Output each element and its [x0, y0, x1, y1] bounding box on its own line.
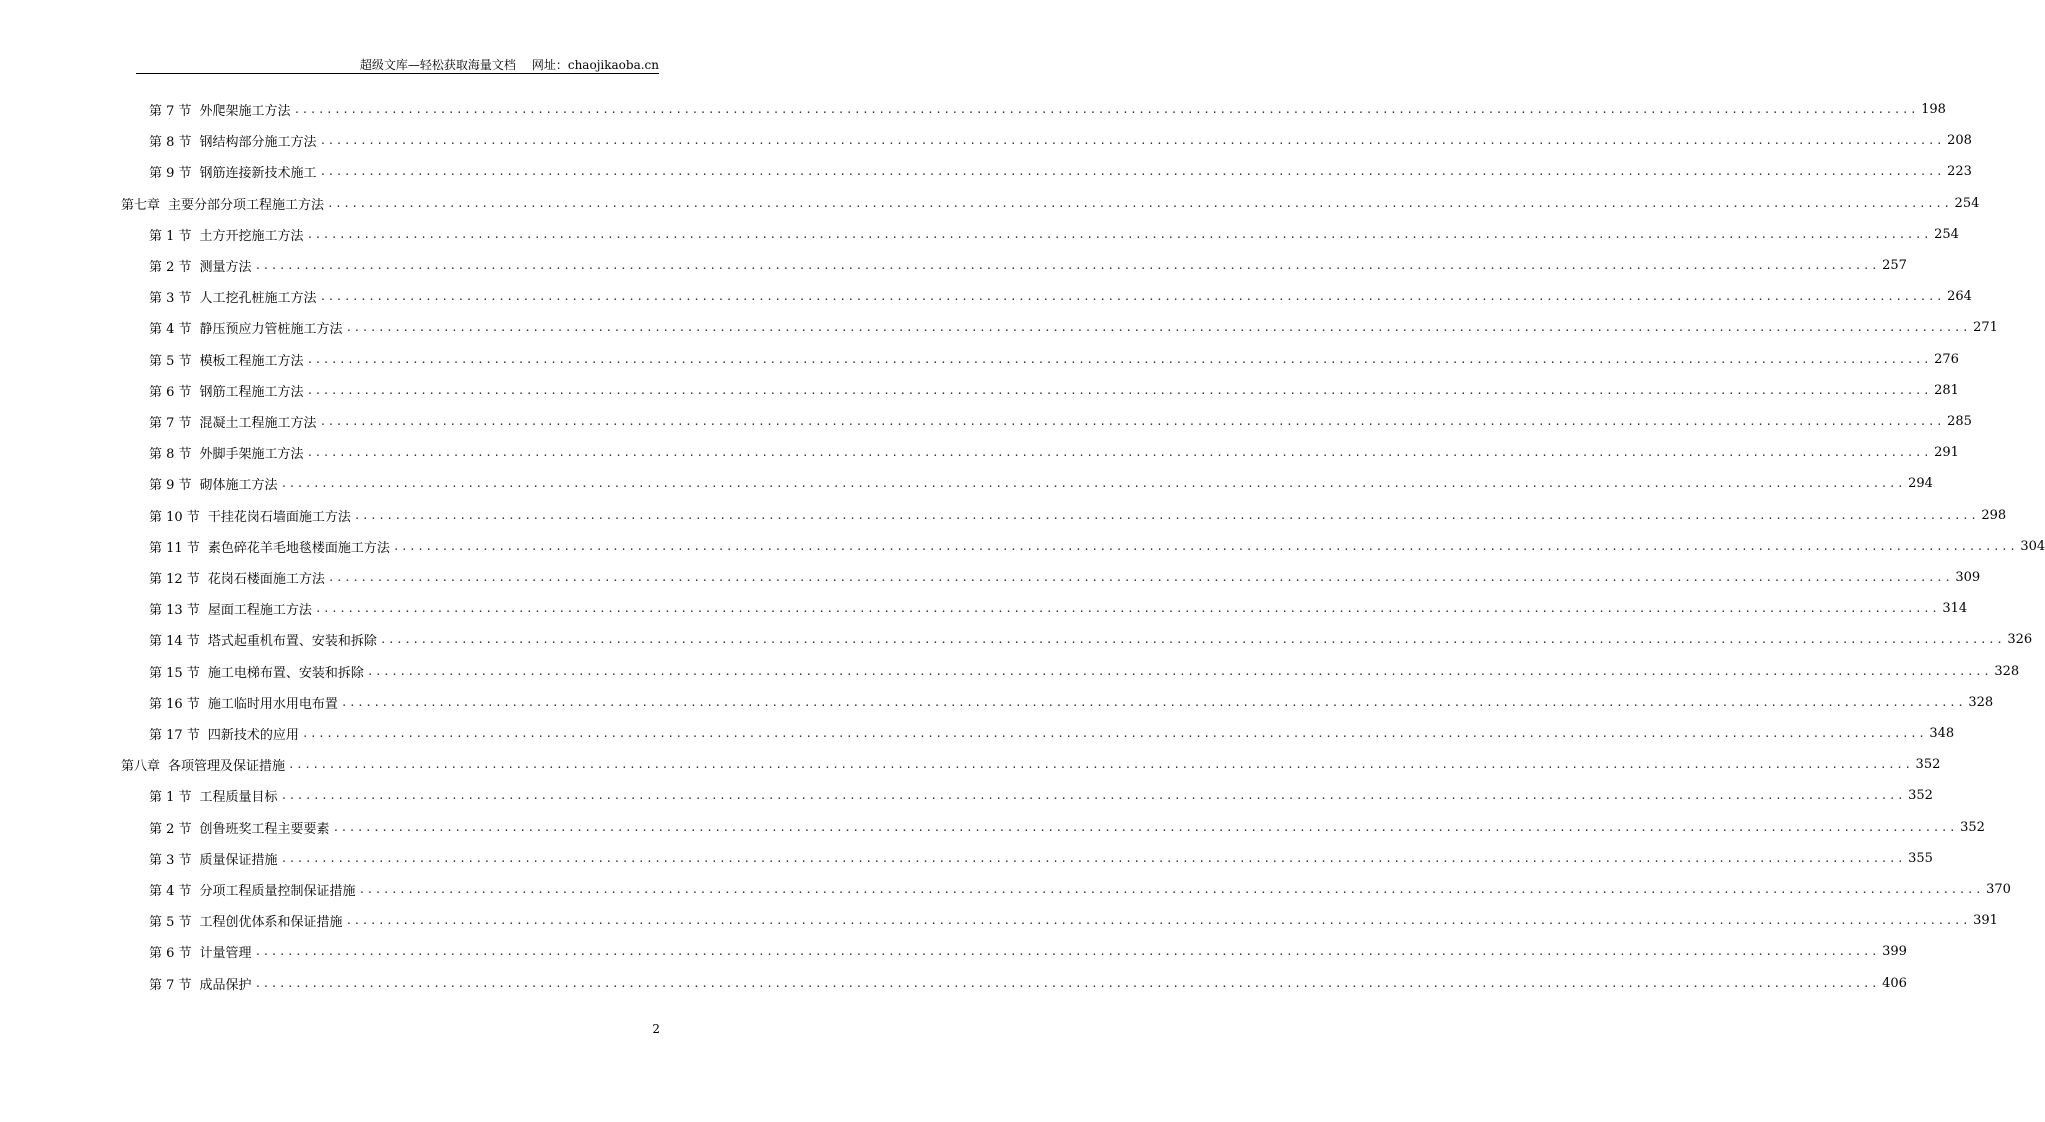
- toc-dot-leader: ........................................................................................................................................................................................................: [353, 508, 1979, 522]
- toc-chapter-entry[interactable]: [121, 188, 1980, 219]
- toc-entry-number: 第 7 节: [149, 416, 192, 431]
- toc-entry-label: [149, 880, 356, 899]
- toc-entry-label: [149, 443, 304, 462]
- toc-entry-title: 混凝土工程施工方法: [199, 416, 317, 431]
- toc-entry-title: 工程创优体系和保证措施: [199, 915, 343, 931]
- toc-entry-page: 352: [1915, 757, 1941, 773]
- toc-section-entry[interactable]: [149, 125, 1972, 156]
- toc-dot-leader: ........................................................................................................................................................................................................: [319, 134, 1945, 148]
- toc-section-entry[interactable]: [149, 656, 2020, 687]
- toc-dot-leader: ........................................................................................................................................................................................................: [306, 446, 1932, 460]
- toc-entry-number: 第 11 节: [149, 540, 200, 556]
- toc-entry-page: 254: [1954, 195, 1980, 211]
- toc-entry-page: 304: [2020, 538, 2045, 554]
- toc-entry-number: 第七章: [121, 197, 161, 213]
- toc-entry-page: 348: [1929, 726, 1955, 741]
- toc-section-entry[interactable]: [149, 437, 1959, 468]
- toc-section-entry[interactable]: [149, 344, 1959, 375]
- toc-entry-label: [149, 162, 317, 181]
- toc-entry-title: 模板工程施工方法: [199, 353, 304, 369]
- toc-entry-number: 第 9 节: [149, 166, 192, 182]
- toc-entry-title: 静压预应力管桩施工方法: [199, 322, 343, 338]
- toc-section-entry[interactable]: [149, 936, 1907, 967]
- toc-dot-leader: ........................................................................................................................................................................................................: [319, 415, 1945, 428]
- header-title: 超级文库—轻松获取海量文档: [359, 58, 516, 72]
- toc-chapter-entry[interactable]: [121, 749, 1941, 780]
- toc-entry-page: 276: [1934, 351, 1959, 367]
- toc-entry-label: [149, 630, 377, 649]
- toc-entry-page: 352: [1908, 788, 1933, 804]
- toc-section-entry[interactable]: [149, 780, 1933, 811]
- toc-entry-label: [149, 537, 390, 556]
- toc-entry-title: 人工挖孔桩施工方法: [199, 291, 317, 307]
- toc-entry-page: 271: [1973, 320, 1998, 336]
- toc-entry-label: [149, 506, 351, 525]
- toc-entry-label: [149, 568, 325, 587]
- toc-entry-label: [149, 287, 317, 306]
- toc-entry-number: 第八章: [121, 759, 161, 775]
- toc-entry-number: 第 12 节: [149, 572, 200, 587]
- toc-section-entry[interactable]: [149, 312, 1998, 343]
- toc-section-entry[interactable]: [149, 905, 1998, 936]
- toc-entry-number: 第 3 节: [149, 852, 192, 868]
- toc-entry-number: 第 14 节: [149, 634, 200, 650]
- toc-section-entry[interactable]: [149, 406, 1972, 437]
- toc-section-entry[interactable]: [149, 375, 1959, 406]
- toc-dot-leader: ........................................................................................................................................................................................................: [254, 976, 1880, 990]
- toc-section-entry[interactable]: [149, 156, 1972, 187]
- toc-entry-title: 外脚手架施工方法: [199, 447, 304, 463]
- toc-entry-number: 第 10 节: [149, 509, 200, 525]
- toc-entry-label: [149, 225, 304, 244]
- toc-section-entry[interactable]: [149, 843, 1933, 874]
- toc-dot-leader: ........................................................................................................................................................................................................: [280, 477, 1906, 491]
- toc-entry-page: 291: [1934, 445, 1959, 461]
- toc-entry-label: [149, 256, 252, 275]
- toc-entry-number: 第 5 节: [149, 353, 192, 369]
- toc-entry-title: 质量保证措施: [199, 852, 278, 868]
- toc-section-entry[interactable]: [149, 718, 1955, 749]
- toc-dot-leader: ........................................................................................................................................................................................................: [345, 321, 1971, 335]
- toc-entry-label: [149, 724, 299, 743]
- toc-entry-title: 屋面工程施工方法: [207, 603, 312, 619]
- toc-entry-page: 294: [1908, 476, 1933, 492]
- toc-entry-label: [149, 381, 304, 400]
- toc-entry-page: 399: [1882, 944, 1907, 960]
- toc-entry-page: 264: [1947, 289, 1972, 305]
- toc-entry-number: 第 4 节: [149, 884, 192, 899]
- toc-entry-number: 第 15 节: [149, 665, 200, 681]
- toc-dot-leader: ........................................................................................................................................................................................................: [280, 789, 1906, 803]
- toc-entry-page: 328: [1994, 663, 2020, 679]
- toc-entry-label: [149, 849, 278, 868]
- toc-dot-leader: ........................................................................................................................................................................................................: [327, 196, 1952, 210]
- toc-dot-leader: ........................................................................................................................................................................................................: [345, 914, 1971, 928]
- toc-entry-title: 土方开挖施工方法: [199, 228, 304, 244]
- toc-dot-leader: ........................................................................................................................................................................................................: [254, 259, 1880, 272]
- toc-dot-leader: ........................................................................................................................................................................................................: [319, 290, 1945, 304]
- toc-dot-leader: ........................................................................................................................................................................................................: [379, 633, 2005, 647]
- toc-entry-number: 第 6 节: [149, 384, 192, 400]
- toc-entry-label: [149, 318, 343, 337]
- toc-entry-title: 测量方法: [199, 260, 252, 275]
- toc-entry-title: 四新技术的应用: [207, 728, 299, 743]
- toc-dot-leader: ........................................................................................................................................................................................................: [314, 602, 1940, 616]
- toc-dot-leader: ........................................................................................................................................................................................................: [293, 103, 1919, 116]
- toc-entry-title: 计量管理: [199, 946, 252, 962]
- toc-entry-title: 施工临时用水用电布置: [207, 696, 338, 712]
- toc-entry-label: [149, 974, 252, 993]
- toc-entry-title: 工程质量目标: [199, 790, 278, 806]
- toc-entry-title: 分项工程质量控制保证措施: [199, 884, 356, 899]
- toc-dot-leader: ........................................................................................................................................................................................................: [332, 820, 1958, 834]
- toc-entry-title: 钢筋工程施工方法: [199, 384, 304, 400]
- toc-dot-leader: ........................................................................................................................................................................................................: [280, 851, 1906, 865]
- toc-entry-number: 第 2 节: [149, 821, 192, 837]
- toc-entry-label: [121, 755, 285, 774]
- toc-entry-page: 309: [1955, 570, 1981, 585]
- toc-entry-page: 352: [1960, 819, 1985, 835]
- toc-section-entry[interactable]: [149, 219, 1959, 250]
- toc-entry-page: 257: [1882, 258, 1907, 273]
- toc-section-entry[interactable]: [149, 968, 1907, 999]
- toc-entry-title: 干挂花岗石墙面施工方法: [207, 509, 351, 525]
- toc-entry-label: [149, 786, 278, 805]
- toc-section-entry[interactable]: [149, 624, 2033, 655]
- toc-entry-number: 第 8 节: [149, 135, 192, 151]
- toc-dot-leader: ........................................................................................................................................................................................................: [366, 664, 1992, 678]
- toc-dot-leader: ........................................................................................................................................................................................................: [306, 227, 1932, 241]
- toc-entry-label: [149, 474, 278, 493]
- toc-entry-title: 花岗石楼面施工方法: [207, 572, 325, 587]
- toc-entry-label: [149, 818, 330, 837]
- toc-section-entry[interactable]: [149, 468, 1933, 499]
- toc-entry-page: 198: [1921, 102, 1946, 117]
- toc-entry-number: 第 3 节: [149, 291, 192, 307]
- toc-entry-page: 406: [1882, 975, 1907, 991]
- toc-entry-number: 第 13 节: [149, 603, 200, 619]
- toc-entry-page: 391: [1973, 913, 1998, 929]
- header-rule: [136, 73, 659, 74]
- toc-entry-label: [149, 942, 252, 961]
- toc-dot-leader: ........................................................................................................................................................................................................: [301, 727, 1927, 740]
- toc-entry-number: 第 4 节: [149, 322, 192, 338]
- page-header: [136, 55, 659, 75]
- toc-entry-number: 第 5 节: [149, 915, 192, 931]
- toc-dot-leader: ........................................................................................................................................................................................................: [358, 883, 1984, 896]
- toc-entry-page: 326: [2007, 632, 2033, 648]
- toc-entry-label: [149, 100, 291, 119]
- toc-section-entry[interactable]: [149, 94, 1946, 125]
- toc-entry-title: 钢筋连接新技术施工: [199, 166, 317, 182]
- toc-entry-label: [121, 194, 324, 213]
- toc-entry-number: 第 7 节: [149, 977, 192, 993]
- toc-section-entry[interactable]: [149, 250, 1907, 281]
- toc-entry-number: 第 17 节: [149, 728, 200, 743]
- toc-entry-page: 370: [1986, 882, 2011, 897]
- toc-section-entry[interactable]: [149, 562, 1981, 593]
- toc-section-entry[interactable]: [149, 874, 2011, 905]
- toc-entry-title: 外爬架施工方法: [199, 104, 291, 119]
- toc-entry-number: 第 16 节: [149, 696, 200, 712]
- toc-entry-page: 328: [1968, 694, 1994, 710]
- toc-entry-page: 285: [1947, 414, 1972, 429]
- toc-section-entry[interactable]: [149, 500, 2007, 531]
- toc-entry-page: 208: [1947, 133, 1972, 149]
- toc-entry-title: 塔式起重机布置、安装和拆除: [207, 634, 377, 650]
- toc-entry-page: 355: [1908, 850, 1933, 866]
- toc-entry-title: 砌体施工方法: [199, 478, 278, 494]
- toc-entry-title: 创鲁班奖工程主要要素: [199, 821, 330, 837]
- toc-dot-leader: ........................................................................................................................................................................................................: [306, 352, 1932, 366]
- toc-dot-leader: ........................................................................................................................................................................................................: [392, 539, 2018, 553]
- toc-entry-label: [149, 911, 343, 930]
- toc-entry-title: 钢结构部分施工方法: [199, 135, 317, 151]
- toc-section-entry[interactable]: [149, 531, 2045, 562]
- toc-section-entry[interactable]: [149, 593, 1968, 624]
- toc-dot-leader: ........................................................................................................................................................................................................: [319, 165, 1945, 179]
- toc-dot-leader: ........................................................................................................................................................................................................: [327, 571, 1953, 584]
- toc-entry-title: 成品保护: [199, 977, 252, 993]
- toc-dot-leader: ........................................................................................................................................................................................................: [340, 695, 1966, 709]
- toc-entry-title: 施工电梯布置、安装和拆除: [207, 665, 364, 681]
- toc-entry-label: [149, 412, 317, 431]
- toc-entry-title: 各项管理及保证措施: [168, 759, 286, 775]
- toc-entry-page: 223: [1947, 164, 1972, 180]
- toc-entry-number: 第 7 节: [149, 104, 192, 119]
- toc-entry-title: 主要分部分项工程施工方法: [168, 197, 325, 213]
- header-site: 网址：chaojikaoba.cn: [531, 58, 659, 72]
- toc-dot-leader: ........................................................................................................................................................................................................: [288, 758, 1913, 772]
- toc-entry-number: 第 9 节: [149, 478, 192, 494]
- toc-entry-number: 第 6 节: [149, 946, 192, 962]
- toc-entry-label: [149, 350, 304, 369]
- toc-entry-number: 第 2 节: [149, 260, 192, 275]
- toc-section-entry[interactable]: [149, 281, 1972, 312]
- toc-entry-number: 第 8 节: [149, 447, 192, 463]
- toc-entry-number: 第 1 节: [149, 790, 192, 806]
- page-number: 2: [652, 1022, 660, 1036]
- toc-dot-leader: ........................................................................................................................................................................................................: [306, 383, 1932, 397]
- toc-entry-label: [149, 662, 364, 681]
- toc-entry-page: 254: [1934, 226, 1959, 242]
- toc-section-entry[interactable]: [149, 812, 1985, 843]
- toc-entry-page: 298: [1981, 507, 2007, 523]
- toc-entry-label: [149, 599, 312, 618]
- toc-entry-label: [149, 131, 317, 150]
- toc-entry-number: 第 1 节: [149, 228, 192, 244]
- toc-entry-label: [149, 693, 338, 712]
- toc-dot-leader: ........................................................................................................................................................................................................: [254, 945, 1880, 959]
- toc-section-entry[interactable]: [149, 687, 1994, 718]
- toc-entry-page: 314: [1942, 601, 1968, 617]
- toc-entry-title: 素色碎花羊毛地毯楼面施工方法: [207, 540, 390, 556]
- toc-entry-page: 281: [1934, 382, 1959, 398]
